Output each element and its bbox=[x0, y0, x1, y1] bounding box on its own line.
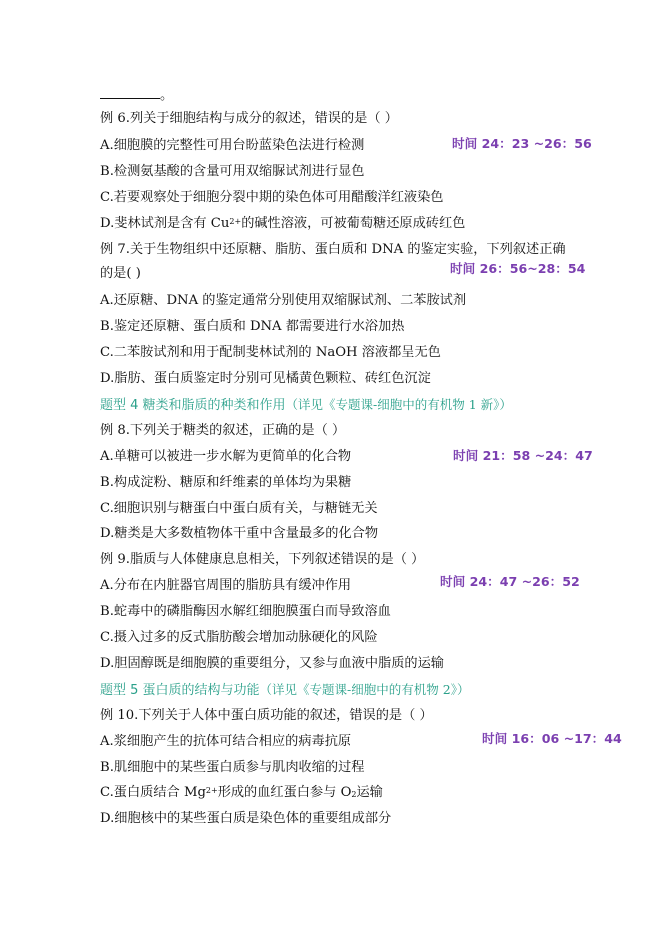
ex7-question-line2: 的是( ) bbox=[100, 266, 141, 281]
ex6-option-a: A.细胞膜的完整性可用台盼蓝染色法进行检测 bbox=[100, 138, 365, 153]
ex8-time: 时间 21：58 ~24：47 bbox=[453, 448, 593, 463]
ex9-option-a: A.分布在内脏器官周围的脂肪具有缓冲作用 bbox=[100, 578, 352, 593]
ex10-option-b: B.肌细胞中的某些蛋白质参与肌肉收缩的过程 bbox=[100, 760, 365, 775]
ex10-time: 时间 16：06 ~17：44 bbox=[482, 731, 622, 746]
topic4-ref: （详见《专题课-细胞中的有机物 1 新》） bbox=[285, 397, 512, 412]
ex7-time: 时间 26：56~28：54 bbox=[450, 261, 586, 276]
blank-answer-line: 。 bbox=[100, 86, 173, 105]
topic4-title: 题型 4 糖类和脂质的种类和作用 bbox=[100, 398, 286, 413]
ex10-option-a: A.浆细胞产生的抗体可结合相应的病毒抗原 bbox=[100, 734, 352, 749]
ex8-question: 例 8.下列关于糖类的叙述，正确的是（ ） bbox=[100, 423, 346, 438]
ex7-question-line1: 例 7.关于生物组织中还原糖、脂肪、蛋白质和 DNA 的鉴定实验，下列叙述正确 bbox=[100, 242, 566, 257]
ex7-option-d: D.脂肪、蛋白质鉴定时分别可见橘黄色颗粒、砖红色沉淀 bbox=[100, 371, 431, 386]
ex6-time: 时间 24：23 ~26：56 bbox=[452, 136, 592, 151]
ex8-option-c: C.细胞识别与糖蛋白中蛋白质有关，与糖链无关 bbox=[100, 501, 378, 516]
ex10-option-c: C.蛋白质结合 $Mg^{2+}$形成的血红蛋白参与 $O_2$运输 bbox=[100, 785, 383, 800]
ex10-option-d: D.细胞核中的某些蛋白质是染色体的重要组成部分 bbox=[100, 811, 392, 826]
ex9-question: 例 9.脂质与人体健康息息相关，下列叙述错误的是（ ） bbox=[100, 552, 425, 567]
topic5-title: 题型 5 蛋白质的结构与功能 bbox=[100, 683, 260, 698]
ex7-option-b: B.鉴定还原糖、蛋白质和 DNA 都需要进行水浴加热 bbox=[100, 319, 405, 334]
ex6-option-c: C.若要观察处于细胞分裂中期的染色体可用醋酸洋红液染色 bbox=[100, 190, 444, 205]
ex9-option-c: C.摄入过多的反式脂肪酸会增加动脉硬化的风险 bbox=[100, 630, 378, 645]
ex6-option-b: B.检测氨基酸的含量可用双缩脲试剂进行显色 bbox=[100, 164, 365, 179]
ex7-option-a: A.还原糖、DNA 的鉴定通常分别使用双缩脲试剂、二苯胺试剂 bbox=[100, 293, 467, 308]
ex10-question: 例 10.下列关于人体中蛋白质功能的叙述，错误的是（ ） bbox=[100, 708, 433, 723]
answer-blank bbox=[100, 86, 160, 99]
topic5-heading bbox=[100, 681, 469, 700]
ex8-option-b: B.构成淀粉、糖原和纤维素的单体均为果糖 bbox=[100, 475, 352, 490]
topic5-ref: （详见《专题课-细胞中的有机物 2》） bbox=[259, 682, 470, 697]
ex6-option-d: D.斐林试剂是含有 $Cu^{2+}$的碱性溶液，可被葡萄糖还原成砖红色 bbox=[100, 216, 466, 231]
ex8-option-d: D.糖类是大多数植物体干重中含量最多的化合物 bbox=[100, 526, 379, 541]
ex9-option-d: D.胆固醇既是细胞膜的重要组分，又参与血液中脂质的运输 bbox=[100, 656, 444, 671]
ex8-option-a: A.单糖可以被进一步水解为更简单的化合物 bbox=[100, 449, 352, 464]
ex6-question: 例 6.列关于细胞结构与成分的叙述，错误的是（ ） bbox=[100, 111, 398, 126]
ex9-option-b: B.蛇毒中的磷脂酶因水解红细胞膜蛋白而导致溶血 bbox=[100, 604, 391, 619]
topic4-heading bbox=[100, 396, 512, 415]
ex9-time: 时间 24：47 ~26：52 bbox=[440, 574, 580, 589]
ex7-option-c: C.二苯胺试剂和用于配制斐林试剂的 NaOH 溶液都呈无色 bbox=[100, 345, 441, 360]
